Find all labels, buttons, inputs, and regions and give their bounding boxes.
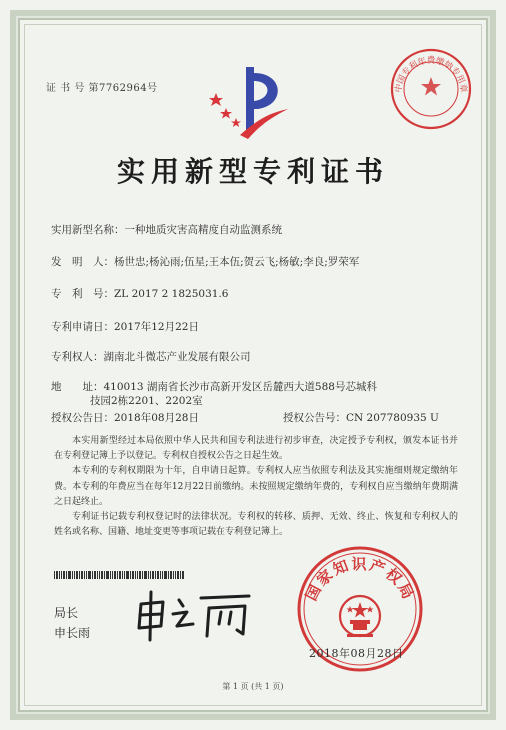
field-address — [51, 379, 377, 394]
field-address-line1: 410013 湖南省长沙市高新开发区岳麓西大道588号芯城科 — [103, 381, 377, 393]
field-grant-no-value: CN 207780935 U — [346, 412, 439, 424]
field-inventors-label: 发 明 人： — [51, 256, 114, 268]
page-number: 第 1 页 (共 1 页) — [222, 682, 284, 691]
field-address-cont — [90, 393, 203, 408]
field-owner-value: 湖南北斗微芯产业发展有限公司 — [103, 351, 251, 363]
field-patent-no-label: 专 利 号： — [51, 288, 114, 300]
field-name — [51, 222, 282, 237]
field-patent-no — [51, 286, 228, 301]
body-paragraph: 本实用新型经过本局依照中华人民共和国专利法进行初步审查，决定授予专利权，颁发本证书并在专利登记簿上予以登记。专利权自授权公告之日起生效。 — [54, 436, 458, 462]
field-filing-date-value: 2017年12月22日 — [114, 321, 199, 333]
seal-top-star — [421, 77, 441, 96]
certificate-number: 证 书 号 第7762964号 — [46, 83, 158, 94]
director-name: 申长雨 — [54, 626, 91, 640]
field-name-label: 实用新型名称： — [51, 224, 125, 236]
field-grant-date-label: 授权公告日： — [51, 412, 114, 424]
logo-swoosh — [254, 73, 278, 109]
field-owner — [51, 349, 251, 364]
certificate-body — [54, 434, 458, 540]
logo-star-2 — [220, 108, 232, 119]
barcode — [54, 571, 184, 579]
annual-fee-seal — [389, 47, 473, 131]
field-grant-date — [51, 410, 199, 425]
director-signature — [133, 590, 253, 642]
page-title: 实用新型专利证书 — [116, 155, 389, 188]
national-emblem — [340, 596, 380, 637]
seal-top-text: 中国专利年费缴纳专用章 — [393, 56, 469, 94]
director-title: 局长 — [54, 606, 79, 620]
field-patent-no-value: ZL 2017 2 1825031.6 — [114, 288, 229, 300]
field-inventors-value: 杨世忠;杨沁雨;伍星;王本伍;贺云飞;杨敏;李良;罗荣军 — [114, 256, 360, 268]
field-owner-label: 专利权人： — [51, 351, 104, 363]
cnipa-logo — [206, 63, 292, 141]
logo-star-3 — [231, 118, 241, 127]
field-grant-no — [283, 410, 439, 425]
body-paragraph: 专利证书记载专利权登记时的法律状况。专利权的转移、质押、无效、终止、恢复和专利权人的姓名或名称、国籍、地址变更等事项记载在专利登记簿上。 — [54, 512, 458, 538]
field-grant-no-label: 授权公告号： — [283, 412, 346, 424]
logo-star-1 — [209, 93, 223, 106]
field-address-line2: 技园2栋2201、2202室 — [90, 395, 203, 407]
body-paragraph: 本专利的专利权期限为十年，自申请日起算。专利权人应当依照专利法及其实施细则规定缴纳年费。本专利的年费应当在每年12月22日前缴纳。未按照规定缴纳年费的，专利权自应当缴纳年费期满之日起终止。 — [54, 466, 458, 507]
field-inventors — [51, 254, 359, 269]
field-grant-date-value: 2018年08月28日 — [114, 412, 199, 424]
field-name-value: 一种地质灾害高精度自动监测系统 — [124, 224, 282, 236]
seal-date: 2018年08月28日 — [309, 647, 404, 660]
field-filing-date-label: 专利申请日： — [51, 321, 114, 333]
seal-text: 国家知识产权局 — [302, 555, 418, 604]
field-address-label: 地 址： — [51, 381, 104, 393]
field-filing-date — [51, 319, 199, 334]
